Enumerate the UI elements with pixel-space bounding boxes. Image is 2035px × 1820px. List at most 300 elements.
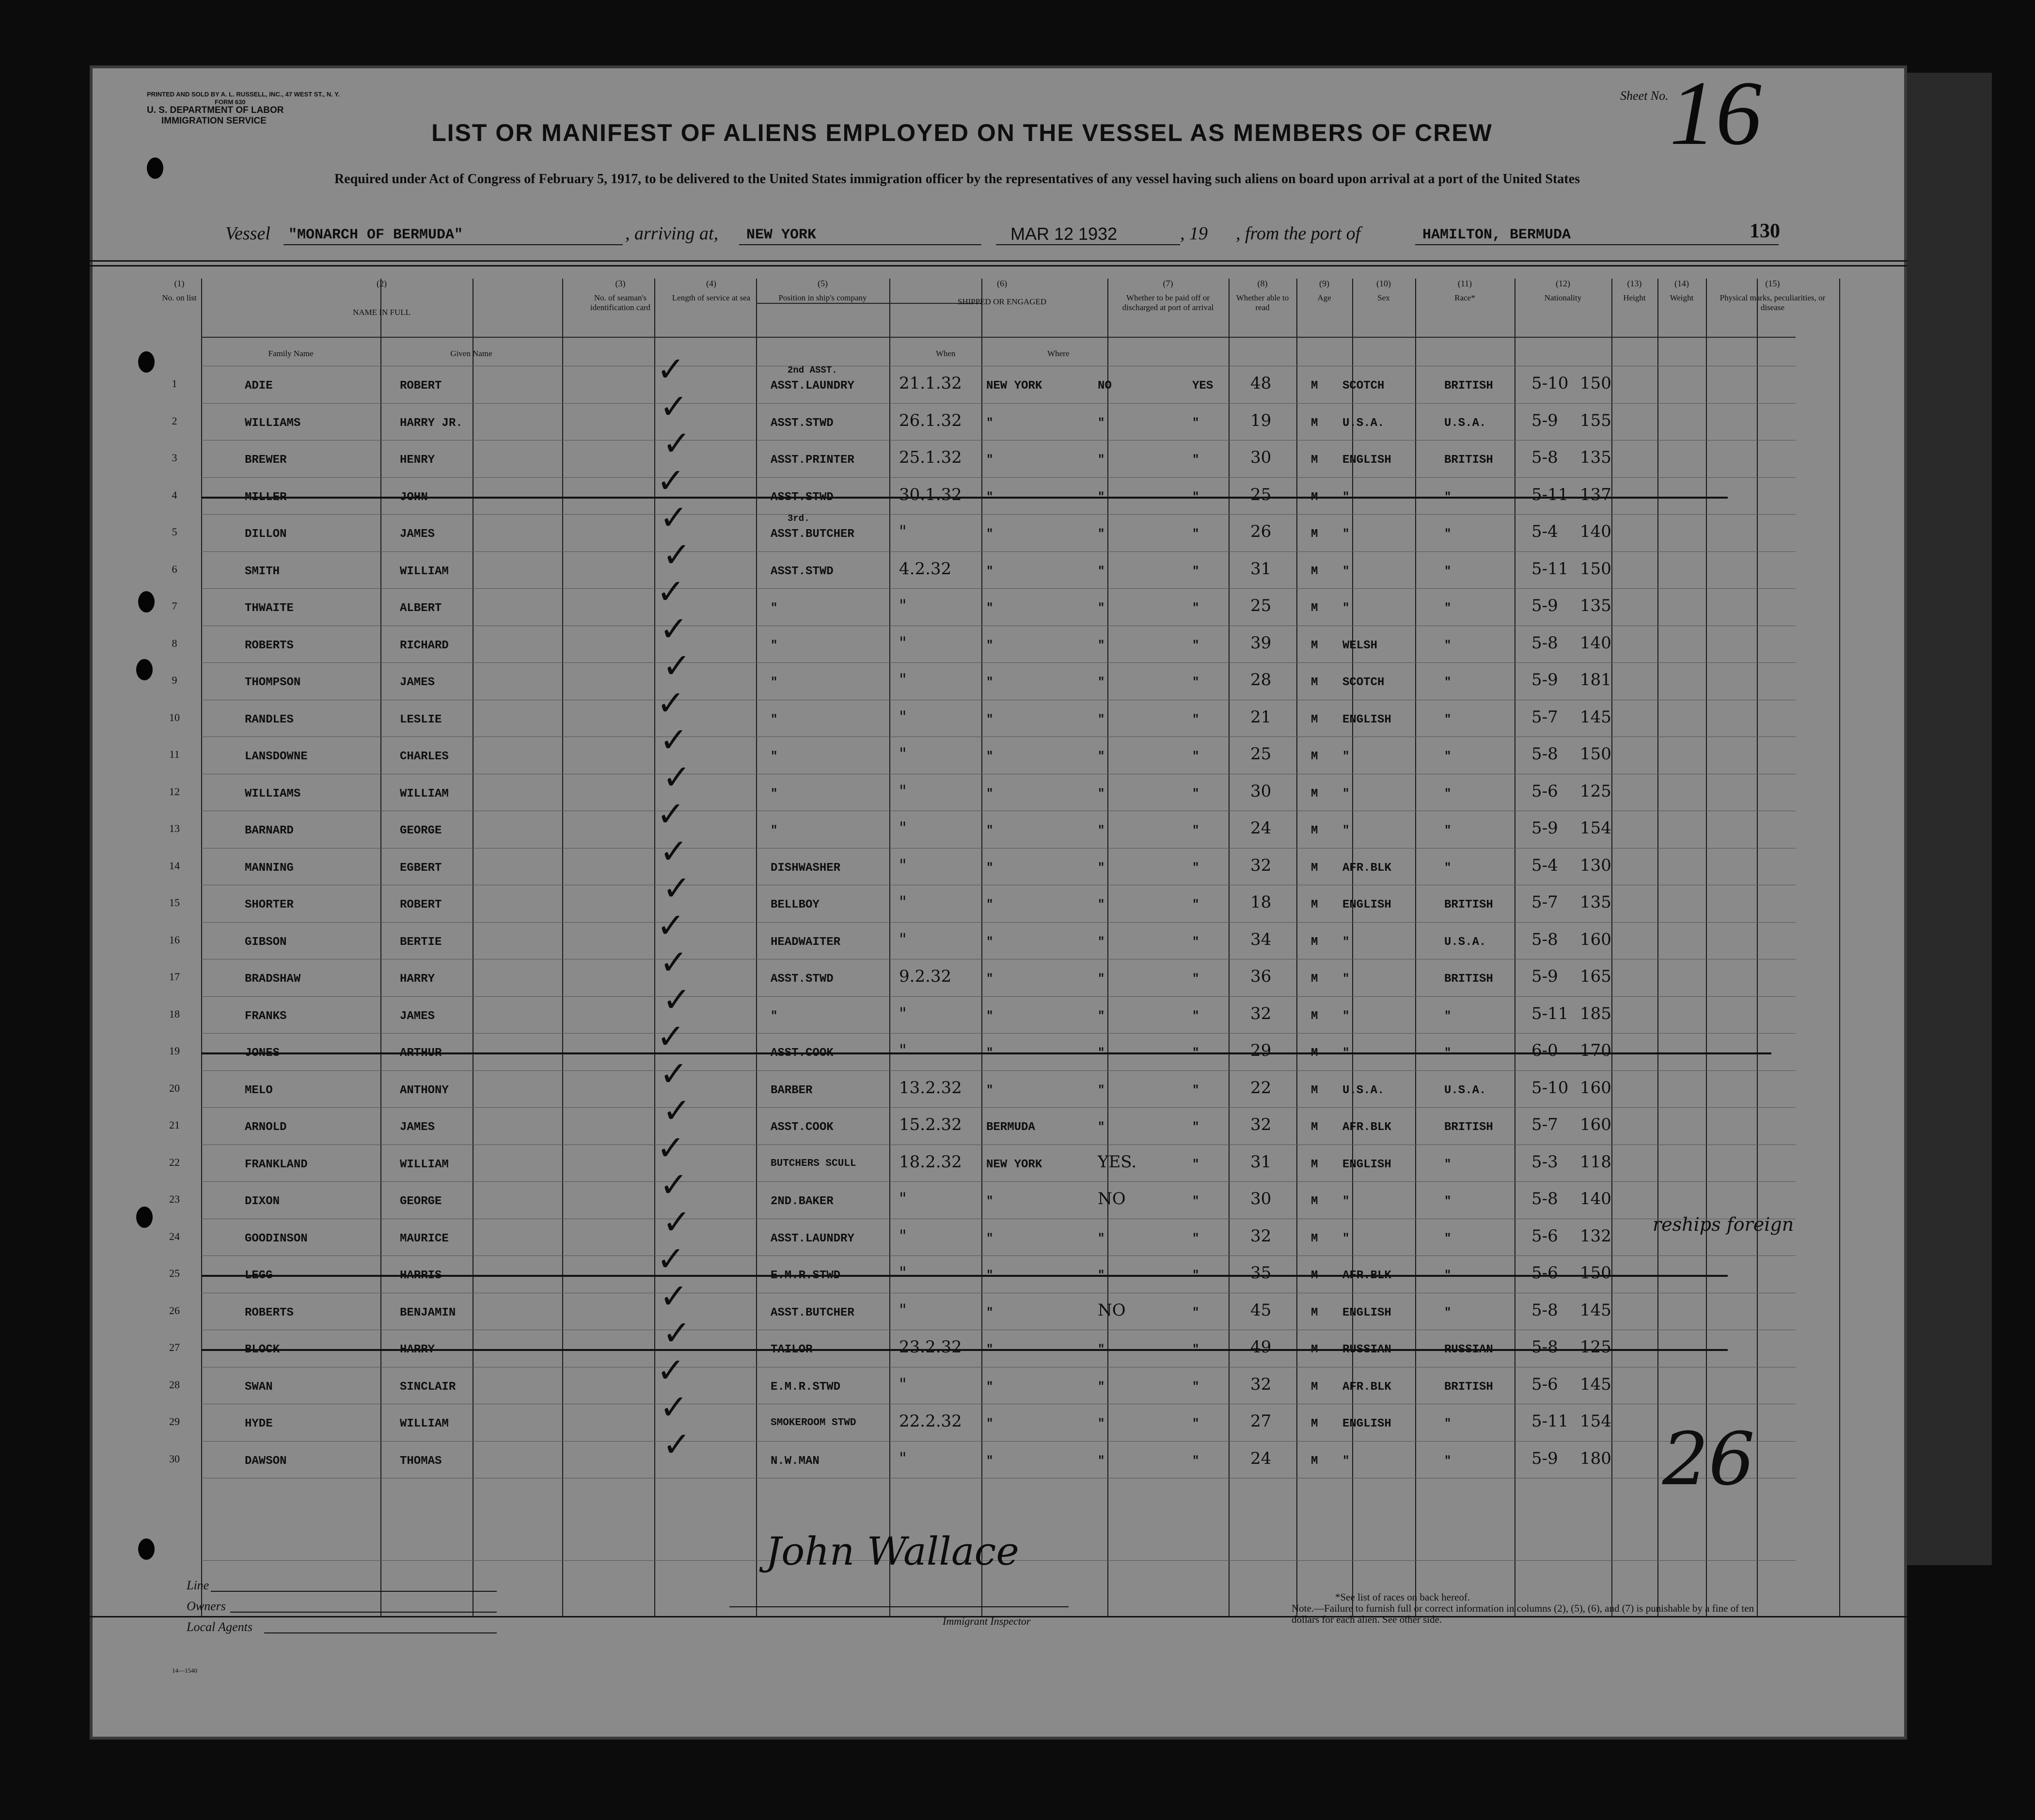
row-number: 20 xyxy=(169,1082,180,1094)
race: " xyxy=(1342,750,1350,763)
shipped-where: " xyxy=(986,528,994,541)
height: 5-7 xyxy=(1531,707,1558,727)
family-name: SHORTER xyxy=(245,898,294,911)
weight: 160 xyxy=(1580,1115,1611,1134)
row-number: 25 xyxy=(169,1267,180,1279)
family-name: MILLER xyxy=(245,490,287,504)
column-number: (5) xyxy=(818,279,828,288)
vessel-label: Vessel xyxy=(225,223,270,244)
check-mark: ✓ xyxy=(660,498,688,537)
race: " xyxy=(1342,935,1350,949)
weight: 155 xyxy=(1580,410,1611,430)
family-name: ARNOLD xyxy=(245,1121,287,1134)
nationality: U.S.A. xyxy=(1444,416,1486,430)
shipped-where: NEW YORK xyxy=(986,379,1042,392)
race: ENGLISH xyxy=(1342,454,1391,467)
shipped-where: " xyxy=(986,490,994,504)
position: " xyxy=(771,602,778,615)
age: 26 xyxy=(1250,522,1272,541)
paid-off: " xyxy=(1098,898,1105,911)
nationality: " xyxy=(1444,787,1451,800)
nationality: " xyxy=(1444,565,1451,578)
weight: 140 xyxy=(1580,633,1611,653)
shipped-where: " xyxy=(986,973,994,986)
shipped-when: 18.2.32 xyxy=(899,1152,962,1172)
nationality: BRITISH xyxy=(1444,973,1493,986)
row-number: 21 xyxy=(169,1119,180,1131)
given-name: ANTHONY xyxy=(400,1083,449,1097)
shipped-when: " xyxy=(899,707,907,727)
sex: M xyxy=(1311,379,1318,392)
weight: 185 xyxy=(1580,1004,1611,1023)
paid-off: " xyxy=(1098,1343,1105,1356)
age: 21 xyxy=(1250,707,1272,727)
age: 31 xyxy=(1250,559,1272,579)
height: 5-10 xyxy=(1531,1078,1569,1098)
position: ASST.STWD xyxy=(771,973,834,986)
given-name: ROBERT xyxy=(400,379,442,392)
able-to-read: " xyxy=(1192,824,1199,837)
nationality: " xyxy=(1444,1009,1451,1023)
header-rule xyxy=(90,260,1907,262)
age: 32 xyxy=(1250,1004,1272,1023)
check-mark: ✓ xyxy=(657,1017,685,1056)
sex: M xyxy=(1311,1047,1318,1060)
weight: 165 xyxy=(1580,967,1611,986)
arrival-date: MAR 12 1932 xyxy=(1010,224,1118,244)
race: " xyxy=(1342,528,1350,541)
family-name: LANSDOWNE xyxy=(245,750,308,763)
given-name: GEORGE xyxy=(400,824,442,837)
shipped-when: " xyxy=(899,818,907,838)
height: 5-8 xyxy=(1531,1189,1558,1208)
check-mark: ✓ xyxy=(660,942,688,982)
remark-reships-foreign: reships foreign xyxy=(1653,1214,1794,1235)
table-column-line xyxy=(1657,279,1658,1616)
family-name: MANNING xyxy=(245,861,294,875)
shipped-where: " xyxy=(986,1343,994,1356)
nationality: " xyxy=(1444,713,1451,726)
age: 39 xyxy=(1250,633,1272,653)
row-number: 19 xyxy=(169,1045,180,1057)
table-column-line xyxy=(1229,279,1230,1616)
age: 30 xyxy=(1250,781,1272,801)
race: ENGLISH xyxy=(1342,1417,1391,1430)
from-port: HAMILTON, BERMUDA xyxy=(1422,227,1571,243)
check-mark: ✓ xyxy=(660,1165,688,1205)
sex: M xyxy=(1311,898,1318,911)
sex: M xyxy=(1311,787,1318,800)
height: 5-9 xyxy=(1531,1448,1558,1468)
paid-off: " xyxy=(1098,639,1105,652)
given-name: JOHN xyxy=(400,490,428,504)
given-name: GEORGE xyxy=(400,1195,442,1208)
sex: M xyxy=(1311,639,1318,652)
check-mark: ✓ xyxy=(660,1387,688,1427)
able-to-read: " xyxy=(1192,1195,1199,1208)
weight: 181 xyxy=(1580,670,1611,690)
given-name: HARRY xyxy=(400,973,435,986)
shipped-when: " xyxy=(899,744,907,764)
height: 5-6 xyxy=(1531,1263,1558,1283)
weight: 140 xyxy=(1580,1189,1611,1208)
column-subheader: When xyxy=(935,349,956,358)
check-mark: ✓ xyxy=(663,1091,691,1130)
manifest-sheet xyxy=(90,65,1907,1740)
column-header: Race* xyxy=(1454,293,1475,302)
given-name: WILLIAM xyxy=(400,1417,449,1430)
shipped-where: " xyxy=(986,935,994,949)
handwritten-total: 26 xyxy=(1662,1417,1755,1502)
shipped-where: NEW YORK xyxy=(986,1158,1042,1171)
nationality: " xyxy=(1444,1454,1451,1468)
table-row-line xyxy=(201,662,1796,663)
nationality: BRITISH xyxy=(1444,379,1493,392)
row-number: 9 xyxy=(172,674,177,686)
table-column-line xyxy=(889,279,890,1616)
age: 30 xyxy=(1250,448,1272,467)
shipped-where: " xyxy=(986,1047,994,1060)
weight: 137 xyxy=(1580,485,1611,504)
given-name: JAMES xyxy=(400,1121,435,1134)
age: 27 xyxy=(1250,1412,1272,1431)
age: 32 xyxy=(1250,1115,1272,1134)
height: 5-11 xyxy=(1531,1004,1569,1023)
position: E.M.R.STWD xyxy=(771,1269,841,1282)
age: 48 xyxy=(1250,374,1272,393)
position: " xyxy=(771,639,778,652)
given-name: HARRY xyxy=(400,1343,435,1356)
check-mark: ✓ xyxy=(663,979,691,1020)
family-name: JONES xyxy=(245,1047,280,1060)
form-code: 14—1540 xyxy=(172,1667,197,1674)
shipped-where: " xyxy=(986,750,994,763)
able-to-read: " xyxy=(1192,1047,1199,1060)
family-name: SMITH xyxy=(245,565,280,578)
height: 5-11 xyxy=(1531,559,1569,579)
shipped-when: " xyxy=(899,855,907,875)
race: " xyxy=(1342,787,1350,800)
able-to-read: " xyxy=(1192,676,1199,689)
height: 5-9 xyxy=(1531,670,1558,690)
position: " xyxy=(771,676,778,689)
age: 32 xyxy=(1250,1226,1272,1246)
row-number: 26 xyxy=(169,1304,180,1317)
age: 25 xyxy=(1250,485,1272,504)
given-name: JAMES xyxy=(400,528,435,541)
able-to-read: " xyxy=(1192,1306,1199,1319)
table-row-line xyxy=(201,996,1796,997)
given-name: BENJAMIN xyxy=(400,1306,456,1319)
row-number: 17 xyxy=(169,971,180,983)
sex: M xyxy=(1311,824,1318,837)
race: " xyxy=(1342,824,1350,837)
check-mark: ✓ xyxy=(663,1202,691,1242)
line-label: Line xyxy=(187,1578,209,1592)
age: 31 xyxy=(1250,1152,1272,1172)
check-mark: ✓ xyxy=(663,757,691,797)
column-number: (11) xyxy=(1457,279,1472,288)
subheader-divider xyxy=(889,356,890,366)
position: SMOKEROOM STWD xyxy=(771,1417,856,1428)
paid-off: " xyxy=(1098,1047,1105,1060)
family-name: LEGG xyxy=(245,1269,273,1282)
table-row-line xyxy=(201,1181,1796,1182)
paid-off: " xyxy=(1098,1417,1105,1430)
height: 5-9 xyxy=(1531,410,1558,430)
check-mark: ✓ xyxy=(660,386,688,426)
row-number: 2 xyxy=(172,414,177,427)
family-name: DILLON xyxy=(245,528,287,541)
row-number: 10 xyxy=(169,711,180,723)
race: AFR.BLK xyxy=(1342,1269,1391,1282)
shipped-when: 25.1.32 xyxy=(899,448,962,467)
table-header-rule xyxy=(201,337,1796,338)
shipped-when: " xyxy=(899,1226,907,1246)
table-column-line xyxy=(1839,279,1840,1616)
age: 34 xyxy=(1250,929,1272,949)
column-number: (7) xyxy=(1163,279,1173,288)
sex: M xyxy=(1311,676,1318,689)
family-name: MELO xyxy=(245,1083,273,1097)
table-row-line xyxy=(201,514,1796,515)
paid-off: " xyxy=(1098,787,1105,800)
able-to-read: " xyxy=(1192,454,1199,467)
check-mark: ✓ xyxy=(657,349,685,389)
weight: 140 xyxy=(1580,522,1611,541)
paid-off: " xyxy=(1098,1232,1105,1245)
able-to-read: " xyxy=(1192,1454,1199,1468)
shipped-where: " xyxy=(986,676,994,689)
shipped-when: 23.2.32 xyxy=(899,1337,962,1357)
nationality: " xyxy=(1444,1232,1451,1245)
age: 30 xyxy=(1250,1189,1272,1208)
column-header: Position in ship's company xyxy=(778,293,867,302)
given-name: HENRY xyxy=(400,454,435,467)
paid-off: NO xyxy=(1098,379,1112,392)
sex: M xyxy=(1311,1121,1318,1134)
family-name: SWAN xyxy=(245,1380,273,1394)
table-column-line xyxy=(1514,279,1515,1616)
row-number: 23 xyxy=(169,1193,180,1205)
age: 29 xyxy=(1250,1041,1272,1060)
shipped-where: " xyxy=(986,1306,994,1319)
age: 49 xyxy=(1250,1337,1272,1357)
strike-through-line xyxy=(201,497,1728,499)
sex: M xyxy=(1311,1417,1318,1430)
position: BARBER xyxy=(771,1083,813,1097)
table-column-line xyxy=(756,279,757,1616)
height: 5-11 xyxy=(1531,485,1569,504)
sex: M xyxy=(1311,1343,1318,1356)
height: 5-9 xyxy=(1531,818,1558,838)
able-to-read: YES xyxy=(1192,379,1214,392)
weight: 125 xyxy=(1580,781,1611,801)
position-note: 3rd. xyxy=(788,513,810,524)
column-number: (3) xyxy=(615,279,626,288)
race: AFR.BLK xyxy=(1342,1121,1391,1134)
given-name: ROBERT xyxy=(400,898,442,911)
age: 32 xyxy=(1250,1374,1272,1394)
row-number: 16 xyxy=(169,933,180,946)
given-name: JAMES xyxy=(400,676,435,689)
age: 36 xyxy=(1250,967,1272,986)
nationality: BRITISH xyxy=(1444,454,1493,467)
nationality: " xyxy=(1444,528,1451,541)
shipped-when: " xyxy=(899,1263,907,1283)
shipped-where: " xyxy=(986,1417,994,1430)
weight: 180 xyxy=(1580,1448,1611,1468)
family-name: GOODINSON xyxy=(245,1232,308,1245)
race: " xyxy=(1342,490,1350,504)
paid-off: " xyxy=(1098,861,1105,875)
age: 25 xyxy=(1250,596,1272,615)
check-mark: ✓ xyxy=(663,646,691,686)
row-number: 29 xyxy=(169,1415,180,1428)
local-agents-label: Local Agents xyxy=(187,1620,253,1634)
punch-hole xyxy=(138,591,155,612)
able-to-read: " xyxy=(1192,1417,1199,1430)
sex: M xyxy=(1311,565,1318,578)
race: " xyxy=(1342,1009,1350,1023)
row-number: 12 xyxy=(169,785,180,798)
shipped-when: 4.2.32 xyxy=(899,559,952,579)
position-note: 2nd ASST. xyxy=(788,365,837,376)
position: " xyxy=(771,713,778,726)
position: DISHWASHER xyxy=(771,861,841,875)
position: ASST.LAUNDRY xyxy=(771,379,854,392)
nationality: " xyxy=(1444,1417,1451,1430)
able-to-read: " xyxy=(1192,1121,1199,1134)
sex: M xyxy=(1311,1083,1318,1097)
shipped-when: 22.2.32 xyxy=(899,1412,962,1431)
shipped-where: " xyxy=(986,898,994,911)
check-mark: ✓ xyxy=(660,1276,688,1316)
sex: M xyxy=(1311,416,1318,430)
check-mark: ✓ xyxy=(657,1239,685,1279)
page-number: 130 xyxy=(1750,220,1780,242)
family-name: BLOCK xyxy=(245,1343,280,1356)
check-mark: ✓ xyxy=(657,460,685,501)
paid-off: " xyxy=(1098,676,1105,689)
weight: 135 xyxy=(1580,448,1611,467)
able-to-read: " xyxy=(1192,565,1199,578)
column-number: (10) xyxy=(1376,279,1391,288)
sheet-number: 16 xyxy=(1670,63,1762,164)
punch-hole xyxy=(147,157,163,179)
shipped-where: " xyxy=(986,1083,994,1097)
footer-note: *See list of races on back hereof. Note.—Failure to furnish full or correct information in columns (2), (5), (6), and (7) is punishable by a fine of ten dollars for each alien. See other side. xyxy=(1292,1591,1754,1625)
shipped-where: " xyxy=(986,861,994,875)
sex: M xyxy=(1311,1454,1318,1468)
age: 32 xyxy=(1250,855,1272,875)
position: ASST.LAUNDRY xyxy=(771,1232,854,1245)
shipped-where: " xyxy=(986,787,994,800)
sex: M xyxy=(1311,490,1318,504)
height: 5-6 xyxy=(1531,1226,1558,1246)
age: 24 xyxy=(1250,1448,1272,1468)
sheet-number-label: Sheet No. xyxy=(1620,89,1669,103)
row-number: 13 xyxy=(169,822,180,834)
nationality: BRITISH xyxy=(1444,1380,1493,1394)
able-to-read: " xyxy=(1192,1158,1199,1171)
paid-off: " xyxy=(1098,416,1105,430)
position: ASST.PRINTER xyxy=(771,454,854,467)
nationality: " xyxy=(1444,602,1451,615)
table-row-line xyxy=(201,1441,1796,1442)
table-column-line xyxy=(380,279,381,1616)
shipped-where: " xyxy=(986,1380,994,1394)
age: 19 xyxy=(1250,410,1272,430)
column-number: (9) xyxy=(1319,279,1329,288)
check-mark: ✓ xyxy=(657,1350,685,1390)
shipped-where: " xyxy=(986,1009,994,1023)
family-name: BRADSHAW xyxy=(245,973,301,986)
weight: 145 xyxy=(1580,707,1611,727)
race: AFR.BLK xyxy=(1342,1380,1391,1394)
check-mark: ✓ xyxy=(663,424,691,463)
able-to-read: " xyxy=(1192,1269,1199,1282)
punch-hole xyxy=(136,1207,153,1228)
height: 5-6 xyxy=(1531,1374,1558,1394)
race: U.S.A. xyxy=(1342,1083,1385,1097)
height: 5-3 xyxy=(1531,1152,1558,1172)
given-name: MAURICE xyxy=(400,1232,449,1245)
shipped-when: " xyxy=(899,522,907,541)
given-name: HARRIS xyxy=(400,1269,442,1282)
check-mark: ✓ xyxy=(663,868,691,908)
race: " xyxy=(1342,973,1350,986)
nationality: " xyxy=(1444,1158,1451,1171)
sex: M xyxy=(1311,861,1318,875)
able-to-read: " xyxy=(1192,713,1199,726)
race: ENGLISH xyxy=(1342,1306,1391,1319)
sex: M xyxy=(1311,713,1318,726)
shipped-when: " xyxy=(899,781,907,801)
row-number: 15 xyxy=(169,896,180,909)
height: 5-9 xyxy=(1531,967,1558,986)
sex: M xyxy=(1311,454,1318,467)
nationality: U.S.A. xyxy=(1444,935,1486,949)
paid-off: " xyxy=(1098,490,1105,504)
family-name: GIBSON xyxy=(245,935,287,949)
department-heading: U. S. DEPARTMENT OF LABOR IMMIGRATION SERVICE xyxy=(147,105,284,126)
year-label: , 19 xyxy=(1180,223,1208,244)
row-number: 4 xyxy=(172,488,177,501)
column-header: No. of seaman's identification card xyxy=(590,293,651,312)
vessel-name: "MONARCH OF BERMUDA" xyxy=(288,227,463,243)
nationality: BRITISH xyxy=(1444,1121,1493,1134)
row-number: 24 xyxy=(169,1230,180,1242)
table-column-line xyxy=(562,279,563,1616)
given-name: WILLIAM xyxy=(400,1158,449,1171)
race: " xyxy=(1342,565,1350,578)
weight: 118 xyxy=(1580,1152,1611,1172)
given-name: HARRY JR. xyxy=(400,416,463,430)
age: 28 xyxy=(1250,670,1272,690)
family-name: HYDE xyxy=(245,1417,273,1430)
table-row-line xyxy=(201,922,1796,923)
check-mark: ✓ xyxy=(657,1128,685,1168)
height: 5-8 xyxy=(1531,448,1558,467)
race: ENGLISH xyxy=(1342,898,1391,911)
race: ENGLISH xyxy=(1342,1158,1391,1171)
able-to-read: " xyxy=(1192,416,1199,430)
nationality: " xyxy=(1444,1195,1451,1208)
shipped-when: 13.2.32 xyxy=(899,1078,962,1098)
position: ASST.STWD xyxy=(771,490,834,504)
race: " xyxy=(1342,1195,1350,1208)
